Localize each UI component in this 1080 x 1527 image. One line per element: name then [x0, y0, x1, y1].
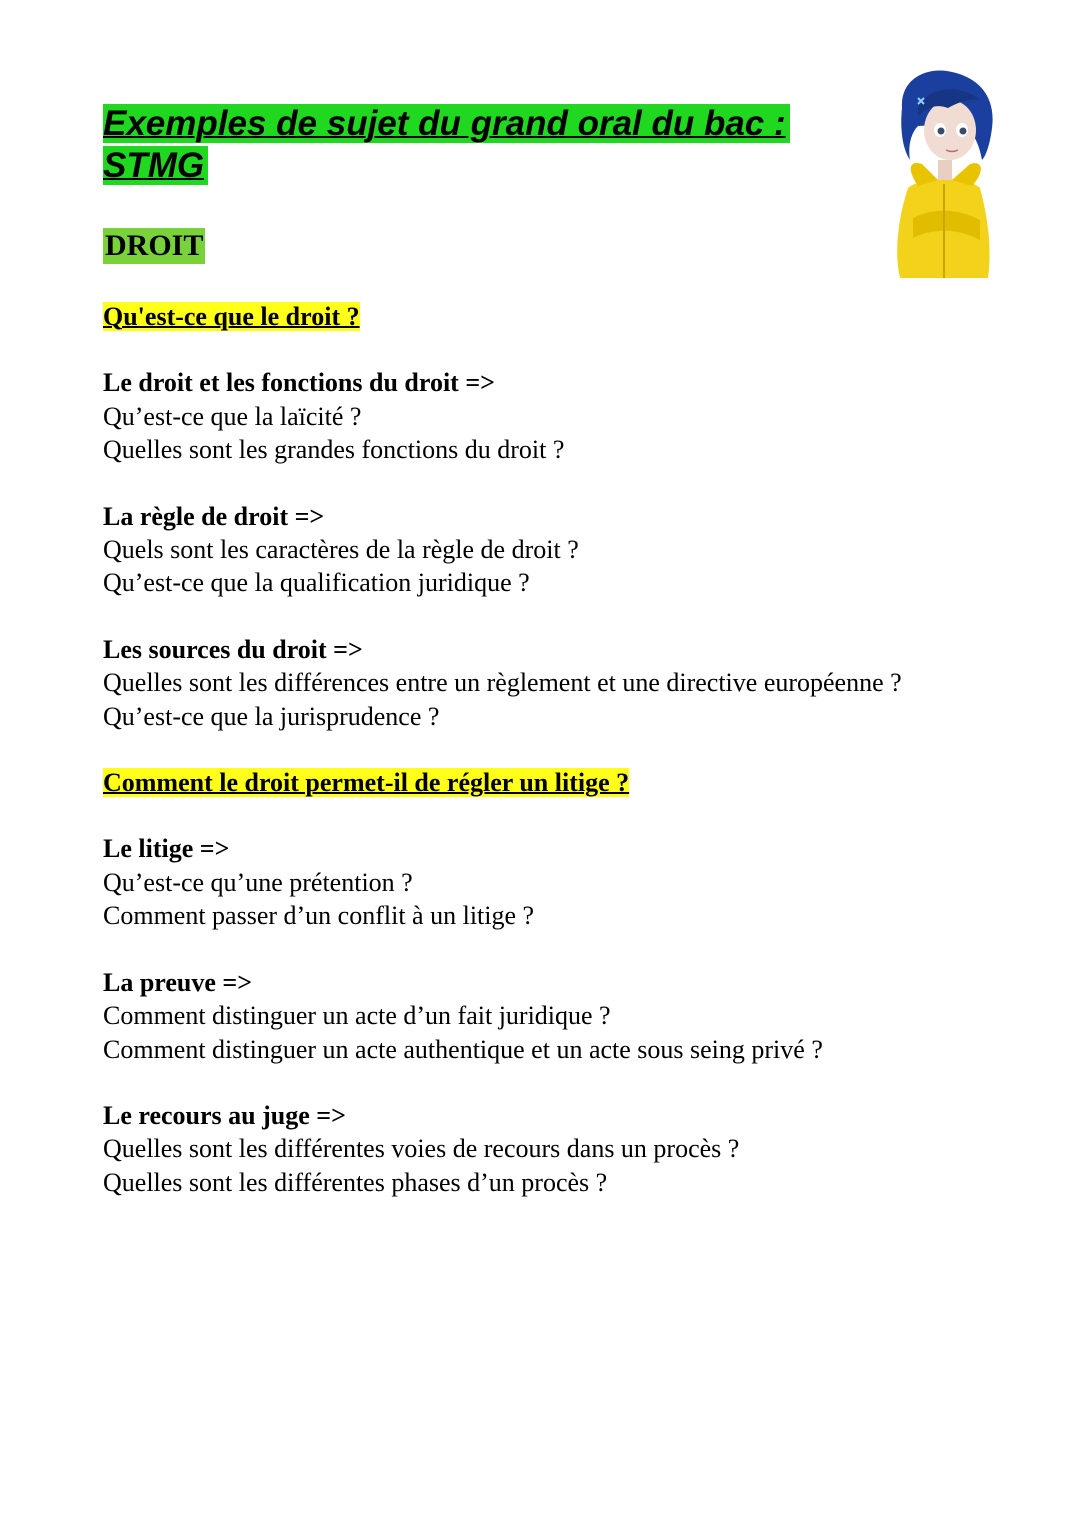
chapter-block	[103, 966, 1003, 1066]
theme-block	[103, 300, 1003, 333]
section-heading-droit: DROIT	[105, 229, 204, 262]
question-text: Qu’est-ce que la laïcité ?	[103, 401, 362, 431]
theme-block	[103, 766, 1003, 799]
chapter-block	[103, 500, 1003, 600]
question-text: Quelles sont les différentes voies de recours dans un procès ?	[103, 1134, 740, 1164]
question-text: Quelles sont les différences entre un règlement et une directive européenne ?	[103, 668, 902, 698]
theme-title: Comment le droit permet-il de régler un litige ?	[103, 768, 630, 798]
chapter-heading: Le droit et les fonctions du droit =>	[103, 368, 495, 398]
question-text: Qu’est-ce que la jurisprudence ?	[103, 701, 440, 731]
question-text: Comment distinguer un acte d’un fait juridique ?	[103, 1001, 611, 1031]
question-text: Comment distinguer un acte authentique et un acte sous seing privé ?	[103, 1034, 823, 1064]
chapter-heading: Les sources du droit =>	[103, 634, 363, 664]
question-text: Qu’est-ce qu’une prétention ?	[103, 867, 413, 897]
question-text: Qu’est-ce que la qualification juridique ?	[103, 568, 530, 598]
chapter-heading: La preuve =>	[103, 967, 253, 997]
chapter-block	[103, 366, 1003, 466]
title-line-2: STMG	[103, 146, 208, 185]
question-text: Quelles sont les grandes fonctions du droit ?	[103, 435, 565, 465]
document-title	[103, 103, 863, 187]
chapter-heading: La règle de droit =>	[103, 501, 325, 531]
theme-title: Qu'est-ce que le droit ?	[103, 302, 360, 331]
chapter-block	[103, 1099, 1003, 1199]
question-text: Quelles sont les différentes phases d’un procès ?	[103, 1167, 608, 1197]
girl-in-yellow-raincoat-illustration	[888, 68, 1000, 280]
chapter-block	[103, 633, 1003, 733]
chapter-heading: Le recours au juge =>	[103, 1100, 346, 1130]
title-line-1: Exemples de sujet du grand oral du bac :	[103, 104, 790, 143]
chapter-block	[103, 832, 1003, 932]
chapter-heading: Le litige =>	[103, 834, 230, 864]
document-content	[103, 300, 1003, 1232]
question-text: Quels sont les caractères de la règle de droit ?	[103, 535, 579, 565]
question-text: Comment passer d’un conflit à un litige ?	[103, 901, 535, 931]
